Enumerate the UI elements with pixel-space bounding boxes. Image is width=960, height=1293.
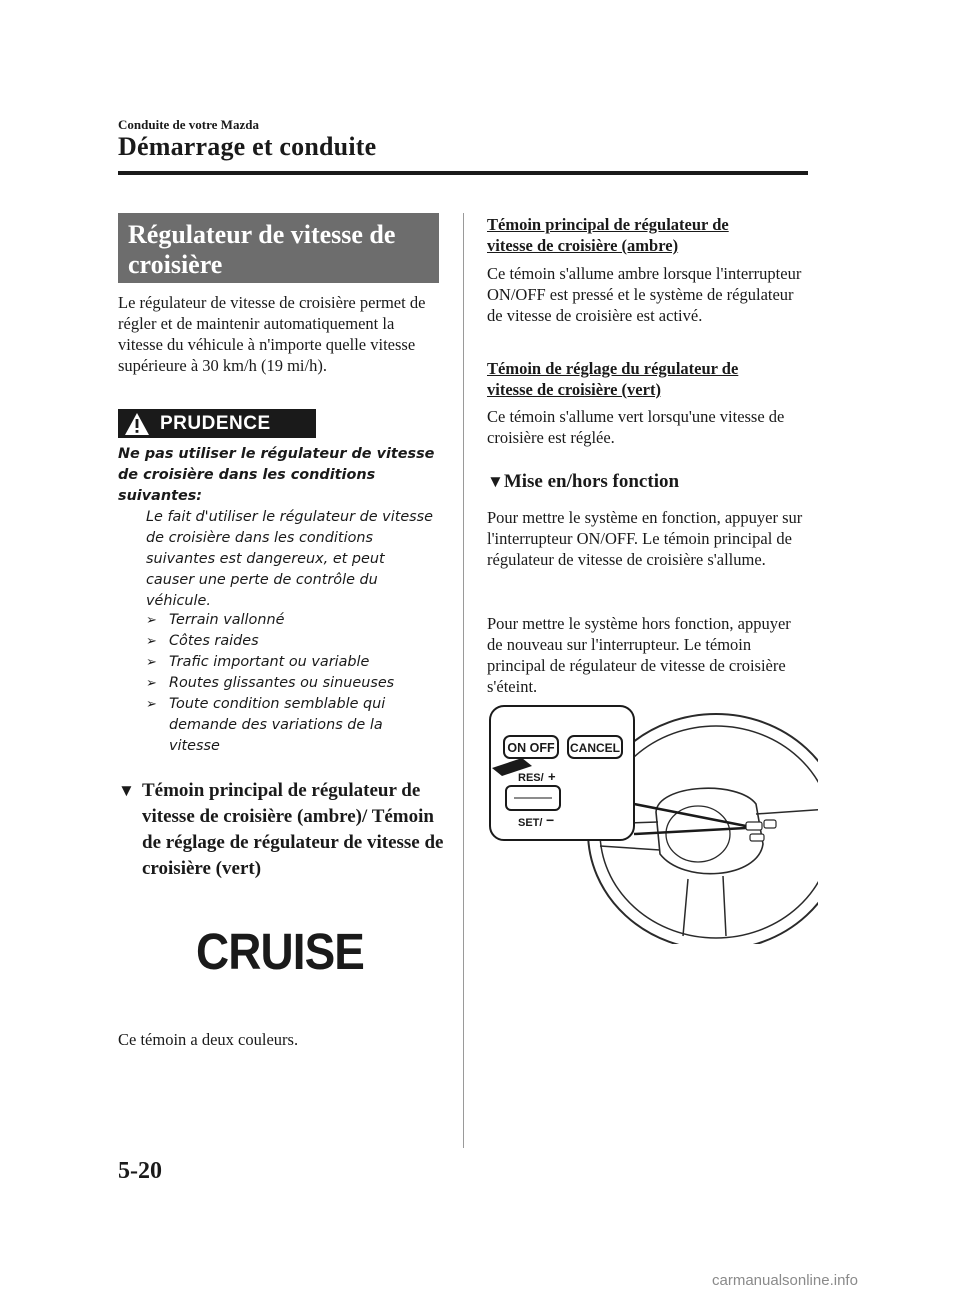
list-item: [146, 694, 436, 757]
indicators-heading-text: Témoin principal de régulateur de vitesse de croisière (ambre)/ Témoin de réglage de régulateur de vitesse de croisière (vert): [142, 780, 444, 879]
column-divider: [463, 213, 464, 1148]
green-indicator-text: Ce témoin s'allume vert lorsqu'une vitesse de croisière est réglée.: [487, 407, 785, 447]
list-item: [146, 631, 436, 652]
chapter-title: Démarrage et conduite: [118, 132, 377, 161]
section-title: Régulateur de vitesse de croisière: [128, 220, 396, 279]
page-number: 5-20: [118, 1158, 162, 1184]
indicators-heading: [118, 778, 448, 882]
list-item-text: Terrain vallonné: [169, 612, 285, 628]
caution-list: [146, 610, 436, 757]
arrow-bullet-icon: ➢: [146, 676, 157, 691]
caution-body: Le fait d'utiliser le régulateur de vitesse de croisière dans les conditions suivantes est dangereux, et peut causer une perte de contrôle du véhicule.: [146, 509, 434, 609]
turn-off-text: Pour mettre le système hors fonction, appuyer de nouveau sur l'interrupteur. Le témoin principal de régulateur de vitesse de croisière s'éteint.: [487, 614, 791, 696]
amber-indicator-text: Ce témoin s'allume ambre lorsque l'interrupteur ON/OFF est pressé et le système de régulateur de vitesse de croisière est activé.: [487, 264, 802, 325]
arrow-bullet-icon: ➢: [146, 697, 157, 712]
green-indicator-heading: Témoin de réglage du régulateur de vitesse de croisière (vert): [487, 359, 739, 399]
minus-icon: −: [546, 812, 555, 828]
warning-icon: [124, 412, 150, 436]
watermark: carmanualsonline.info: [712, 1272, 858, 1289]
on-off-heading-text: Mise en/hors fonction: [503, 471, 680, 492]
arrow-bullet-icon: ➢: [146, 634, 157, 649]
header-rule: [118, 171, 808, 175]
arrow-bullet-icon: ➢: [146, 613, 157, 628]
triangle-bullet-icon: ▼: [487, 472, 504, 491]
arrow-bullet-icon: ➢: [146, 655, 157, 670]
cruise-indicator-lamp: CRUISE: [196, 923, 365, 980]
list-item-text: Côtes raides: [169, 633, 259, 649]
set-label: SET/: [518, 817, 543, 829]
caution-label: PRUDENCE: [160, 412, 271, 434]
plus-icon: +: [548, 769, 556, 784]
on-off-button-label: ON OFF: [507, 741, 555, 755]
steering-wheel-illustration: [488, 704, 818, 944]
list-item-text: Toute condition semblable qui demande des variations de la vitesse: [169, 696, 386, 754]
on-off-heading: [487, 469, 807, 495]
caution-lead: Ne pas utiliser le régulateur de vitesse de croisière dans les conditions suivantes:: [118, 446, 435, 504]
triangle-bullet-icon: ▼: [118, 781, 135, 800]
chapter-subtitle: Conduite de votre Mazda: [118, 117, 259, 132]
amber-indicator-heading: Témoin principal de régulateur de vitesse de croisière (ambre): [487, 215, 729, 255]
list-item-text: Routes glissantes ou sinueuses: [169, 675, 395, 691]
list-item: [146, 652, 436, 673]
turn-on-text: Pour mettre le système en fonction, appuyer sur l'interrupteur ON/OFF. Le témoin principal de régulateur de vitesse de croisière s'allume.: [487, 508, 803, 569]
cancel-button-label: CANCEL: [570, 741, 620, 755]
list-item: [146, 610, 436, 631]
res-label: RES/: [518, 772, 544, 784]
caution-badge: [118, 409, 316, 438]
intro-paragraph: Le régulateur de vitesse de croisière permet de régler et de maintenir automatiquement la vitesse du véhicule à n'importe quelle vitesse supérieure à 30 km/h (19 mi/h).: [118, 293, 426, 375]
list-item-text: Trafic important ou variable: [169, 654, 370, 670]
two-colors-text: Ce témoin a deux couleurs.: [118, 1030, 299, 1049]
list-item: [146, 673, 436, 694]
